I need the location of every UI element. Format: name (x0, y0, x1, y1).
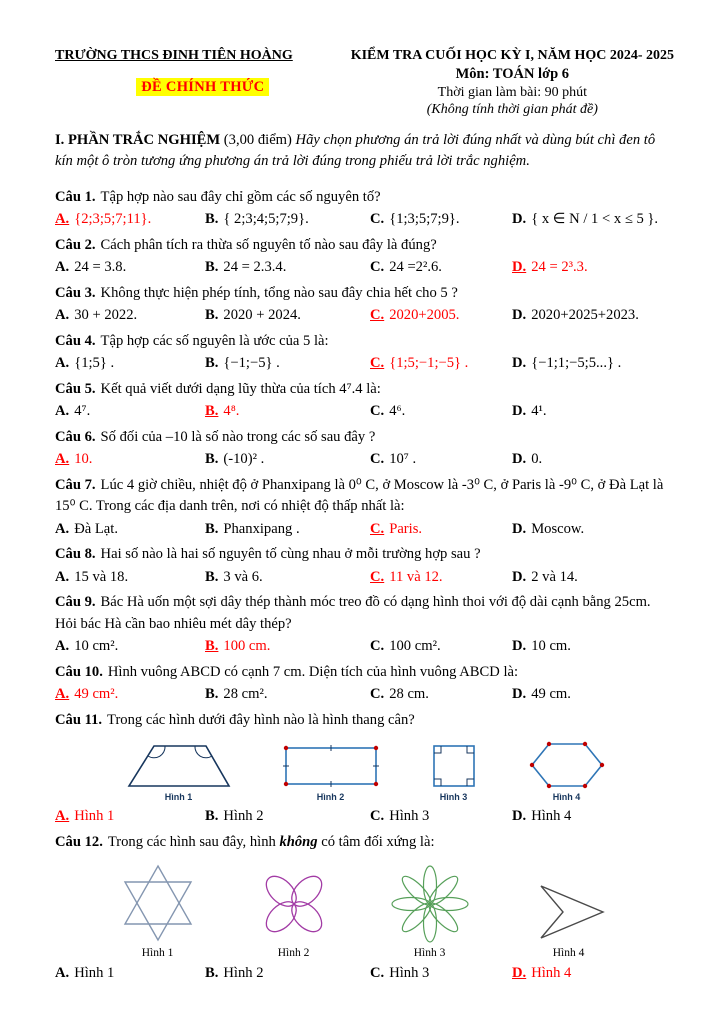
trapezoid-icon (123, 741, 235, 791)
option-letter: A. (55, 964, 70, 981)
option-text: Hình 4 (531, 807, 572, 824)
option-letter: B. (205, 259, 219, 276)
option-letter: A. (55, 259, 70, 276)
option-letter: C. (370, 403, 385, 420)
question-4 (55, 331, 674, 375)
option-text: 11 và 12. (389, 568, 443, 585)
option-d[interactable] (512, 963, 674, 985)
option-letter: A. (55, 685, 70, 702)
option-d[interactable] (512, 684, 674, 706)
hexagon-icon (527, 739, 607, 791)
figure-trapezoid (123, 741, 235, 802)
options-row (55, 963, 674, 985)
figure-caption: Hình 4 (552, 946, 585, 959)
figure-caption: Hình 4 (552, 791, 581, 802)
option-text: 24 =2².6. (389, 259, 442, 276)
option-d[interactable] (512, 636, 674, 658)
option-text: 30 + 2022. (74, 307, 138, 324)
option-text: 2 và 14. (531, 568, 578, 585)
option-c[interactable] (370, 353, 512, 375)
question-label: Câu 2. (55, 236, 96, 253)
option-text: 24 = 2.3.4. (223, 259, 287, 276)
option-c[interactable] (370, 449, 512, 471)
option-letter: A. (55, 355, 70, 372)
option-c[interactable] (370, 305, 512, 327)
option-letter: C. (370, 807, 385, 824)
figure-caption: Hình 1 (141, 946, 174, 959)
options-row (55, 257, 674, 279)
question-label: Câu 8. (55, 546, 96, 563)
question-text: Tập hợp nào sau đây chỉ gồm các số nguyên tố? (100, 188, 381, 205)
option-text: Đà Lạt. (74, 520, 118, 537)
question-8 (55, 544, 674, 588)
option-text: 2020+2025+2023. (531, 307, 639, 324)
question-text: Trong các hình dưới đây hình nào là hình thang cân? (107, 711, 415, 728)
option-a[interactable] (55, 449, 205, 471)
option-b[interactable] (205, 519, 370, 541)
question-11-figures (55, 739, 674, 802)
question-text-suffix: có tâm đối xứng là: (317, 833, 435, 850)
option-text: (-10)² . (223, 451, 265, 468)
option-d[interactable] (512, 353, 674, 375)
option-d[interactable] (512, 305, 674, 327)
option-d[interactable] (512, 567, 674, 589)
question-11 (55, 710, 674, 828)
document-header (55, 48, 674, 118)
option-text: Hình 3 (389, 807, 430, 824)
option-letter: D. (512, 307, 527, 324)
option-d[interactable] (512, 519, 674, 541)
options-row (55, 636, 674, 658)
official-exam-badge: ĐỀ CHÍNH THỨC (136, 78, 269, 96)
figure-eight-petal-flower (391, 865, 469, 959)
option-text: Phanxipang . (223, 520, 300, 537)
official-stamp-wrap (55, 78, 351, 96)
question-9 (55, 592, 674, 657)
option-c[interactable] (370, 519, 512, 541)
option-text: Hình 1 (74, 807, 115, 824)
option-letter: A. (55, 807, 70, 824)
option-c[interactable] (370, 636, 512, 658)
question-label: Câu 5. (55, 381, 96, 398)
option-text: 3 và 6. (223, 568, 263, 585)
option-b[interactable] (205, 305, 370, 327)
question-text: Hai số nào là hai số nguyên tố cùng nhau ở mỗi trường hợp sau ? (100, 546, 481, 563)
option-text: 24 = 2³.3. (531, 259, 588, 276)
option-letter: C. (370, 259, 385, 276)
option-letter: D. (512, 451, 527, 468)
option-b[interactable] (205, 684, 370, 706)
option-letter: B. (205, 451, 219, 468)
option-letter: D. (512, 403, 527, 420)
option-text: 100 cm. (223, 637, 271, 654)
question-label: Câu 11. (55, 711, 103, 728)
question-label: Câu 12. (55, 833, 103, 850)
option-d[interactable] (512, 209, 674, 231)
option-letter: D. (512, 807, 527, 824)
option-letter: B. (205, 964, 219, 981)
option-letter: D. (512, 685, 527, 702)
question-text: Cách phân tích ra thừa số nguyên tố nào sau đây là đúng? (100, 236, 437, 253)
option-letter: D. (512, 355, 527, 372)
option-text: { x ∈ N / 1 < x ≤ 5 }. (531, 211, 659, 228)
option-letter: B. (205, 403, 219, 420)
question-label: Câu 1. (55, 188, 96, 205)
option-text: {−1;−5} . (223, 355, 280, 372)
question-text: Không thực hiện phép tính, tổng nào sau đây chia hết cho 5 ? (100, 285, 458, 301)
option-letter: D. (512, 568, 527, 585)
option-text: 10. (74, 451, 93, 468)
option-c[interactable] (370, 209, 512, 231)
option-a[interactable] (55, 353, 205, 375)
option-b[interactable] (205, 567, 370, 589)
option-b[interactable] (205, 806, 370, 828)
option-letter: A. (55, 520, 70, 537)
figure-caption: Hình 3 (439, 791, 468, 802)
option-text: Hình 4 (531, 964, 572, 981)
question-text-emphasis: không (279, 833, 318, 850)
option-letter: C. (370, 355, 385, 372)
exam-title: KIỂM TRA CUỐI HỌC KỲ I, NĂM HỌC 2024- 2025 (350, 48, 674, 63)
question-text: Tập hợp các số nguyên là ước của 5 là: (100, 333, 329, 350)
option-a[interactable] (55, 401, 205, 423)
option-text: { 2;3;4;5;7;9}. (223, 211, 309, 228)
eight-petal-flower-icon (391, 865, 469, 943)
option-letter: C. (370, 568, 385, 585)
option-letter: C. (370, 964, 385, 981)
option-a[interactable] (55, 257, 205, 279)
question-text (108, 834, 435, 850)
option-d[interactable] (512, 401, 674, 423)
options-row (55, 519, 674, 541)
option-letter: D. (512, 259, 527, 276)
option-text: 2020+2005. (389, 307, 460, 324)
option-letter: B. (205, 355, 219, 372)
question-label: Câu 6. (55, 429, 96, 446)
question-text: Số đối của –10 là số nào trong các số sau đây ? (100, 429, 376, 446)
option-letter: C. (370, 685, 385, 702)
option-letter: D. (512, 211, 527, 228)
question-text: Bác Hà uốn một sợi dây thép thành móc treo đồ có dạng hình thoi với độ dài cạnh bằng 25cm. Hỏi bác Hà cần bao nhiêu mét dây thép? (55, 594, 651, 632)
option-a[interactable] (55, 519, 205, 541)
option-text: 10 cm. (531, 637, 571, 654)
question-text: Kết quả viết dưới dạng lũy thừa của tích 4⁷.4 là: (100, 381, 381, 398)
option-a[interactable] (55, 963, 205, 985)
option-text: {2;3;5;7;11}. (74, 211, 152, 228)
option-b[interactable] (205, 353, 370, 375)
question-label: Câu 7. (55, 477, 96, 494)
option-letter: A. (55, 451, 70, 468)
question-text: Lúc 4 giờ chiều, nhiệt độ ở Phanxipang là 0⁰ C, ở Moscow là -3⁰ C, ở Paris là -9⁰ C, ở Đà Lạt là 15⁰ C. Trong các địa danh trên, nơi có nhiệt độ thấp nhất là: (55, 477, 664, 515)
option-d[interactable] (512, 257, 674, 279)
option-text: 28 cm. (389, 685, 429, 702)
option-b[interactable] (205, 963, 370, 985)
options-row (55, 305, 674, 327)
option-a[interactable] (55, 305, 205, 327)
question-12 (55, 832, 674, 985)
option-text: 28 cm². (223, 685, 268, 702)
exam-subject: Môn: TOÁN lớp 6 (455, 66, 570, 82)
option-a[interactable] (55, 806, 205, 828)
option-c[interactable] (370, 963, 512, 985)
exam-duration: Thời gian làm bài: 90 phút (437, 85, 587, 100)
option-a[interactable] (55, 209, 205, 231)
option-d[interactable] (512, 449, 674, 471)
option-a[interactable] (55, 684, 205, 706)
option-letter: B. (205, 307, 219, 324)
option-b[interactable] (205, 209, 370, 231)
figure-caption: Hình 1 (164, 791, 193, 802)
option-letter: A. (55, 637, 70, 654)
option-c[interactable] (370, 257, 512, 279)
option-text: Moscow. (531, 520, 585, 537)
option-c[interactable] (370, 684, 512, 706)
option-letter: D. (512, 520, 527, 537)
rectangle-icon (281, 741, 381, 791)
options-row (55, 806, 674, 828)
option-text: {−1;1;−5;5...} . (531, 355, 622, 372)
option-letter: D. (512, 637, 527, 654)
question-10 (55, 662, 674, 706)
option-b[interactable] (205, 401, 370, 423)
option-letter: B. (205, 520, 219, 537)
question-5 (55, 379, 674, 423)
figure-rectangle (281, 741, 381, 802)
option-letter: D. (512, 964, 527, 981)
figure-hexagon (527, 739, 607, 802)
option-letter: C. (370, 307, 385, 324)
option-c[interactable] (370, 806, 512, 828)
figure-caption: Hình 3 (413, 946, 446, 959)
options-row (55, 684, 674, 706)
option-text: {1;3;5;7;9}. (389, 211, 460, 228)
option-a[interactable] (55, 636, 205, 658)
question-label: Câu 9. (55, 594, 96, 611)
option-text: Hình 1 (74, 964, 115, 981)
options-row (55, 353, 674, 375)
four-petal-flower-icon (255, 865, 333, 943)
header-right-block (351, 48, 674, 118)
option-letter: B. (205, 685, 219, 702)
question-text: Hình vuông ABCD có cạnh 7 cm. Diện tích của hình vuông ABCD là: (107, 663, 519, 680)
option-letter: A. (55, 211, 70, 228)
option-text: 4⁶. (389, 403, 406, 420)
option-letter: B. (205, 211, 219, 228)
question-label: Câu 10. (55, 663, 103, 680)
question-3 (55, 283, 674, 327)
figure-four-petal-flower (255, 865, 333, 959)
options-row (55, 567, 674, 589)
school-name: TRƯỜNG THCS ĐINH TIÊN HOÀNG (55, 48, 293, 63)
option-letter: A. (55, 307, 70, 324)
option-a[interactable] (55, 567, 205, 589)
figure-caption: Hình 2 (277, 946, 310, 959)
option-letter: A. (55, 568, 70, 585)
option-b[interactable] (205, 449, 370, 471)
option-text: 0. (531, 451, 543, 468)
option-text: 4⁸. (223, 403, 240, 420)
question-1 (55, 187, 674, 231)
option-c[interactable] (370, 567, 512, 589)
arrow-dart-icon (527, 881, 611, 943)
header-left-block (55, 48, 351, 96)
question-7 (55, 475, 674, 540)
option-text: 4⁷. (74, 403, 91, 420)
options-row (55, 449, 674, 471)
option-text: 10 cm². (74, 637, 119, 654)
option-text: 24 = 3.8. (74, 259, 127, 276)
figure-six-pointed-star (119, 863, 197, 959)
option-letter: C. (370, 211, 385, 228)
option-text: 49 cm. (531, 685, 571, 702)
option-text: Hình 3 (389, 964, 430, 981)
six-pointed-star-icon (119, 863, 197, 943)
option-d[interactable] (512, 806, 674, 828)
question-label: Câu 4. (55, 333, 96, 350)
option-text: {1;5;−1;−5} . (389, 355, 469, 372)
exam-note: (Không tính thời gian phát đề) (426, 102, 598, 117)
square-icon (427, 741, 481, 791)
option-text: 49 cm². (74, 685, 119, 702)
question-6 (55, 427, 674, 471)
option-text: 4¹. (531, 403, 547, 420)
options-row (55, 209, 674, 231)
option-text: 100 cm². (389, 637, 441, 654)
option-b[interactable] (205, 257, 370, 279)
question-2 (55, 235, 674, 279)
section-instructions: Hãy chọn phương án trả lời đúng nhất và dùng bút chì đen tô kín một ô tròn tương ứng phương án trả lời đúng trong phiếu trả lời trắc nghiệm. (55, 132, 656, 170)
option-text: Hình 2 (223, 964, 264, 981)
options-row (55, 401, 674, 423)
option-text: 15 và 18. (74, 568, 129, 585)
figure-arrow-dart (527, 881, 611, 959)
question-label: Câu 3. (55, 285, 96, 301)
question-text-prefix: Trong các hình sau đây, hình (107, 833, 280, 850)
option-c[interactable] (370, 401, 512, 423)
question-12-figures (55, 863, 674, 959)
option-text: Hình 2 (223, 807, 264, 824)
option-letter: A. (55, 403, 70, 420)
option-letter: B. (205, 637, 219, 654)
option-letter: C. (370, 451, 385, 468)
section-title: I. PHẦN TRẮC NGHIỆM (55, 132, 221, 148)
option-text: Paris. (389, 520, 423, 537)
figure-caption: Hình 2 (316, 791, 345, 802)
option-text: 2020 + 2024. (223, 307, 301, 324)
option-letter: C. (370, 520, 385, 537)
option-letter: B. (205, 807, 219, 824)
option-letter: B. (205, 568, 219, 585)
figure-square (427, 741, 481, 802)
option-text: {1;5} . (74, 355, 115, 372)
option-b[interactable] (205, 636, 370, 658)
option-text: 10⁷ . (389, 451, 417, 468)
section-heading (55, 130, 674, 172)
option-letter: C. (370, 637, 385, 654)
section-points: (3,00 điểm) (223, 132, 292, 148)
